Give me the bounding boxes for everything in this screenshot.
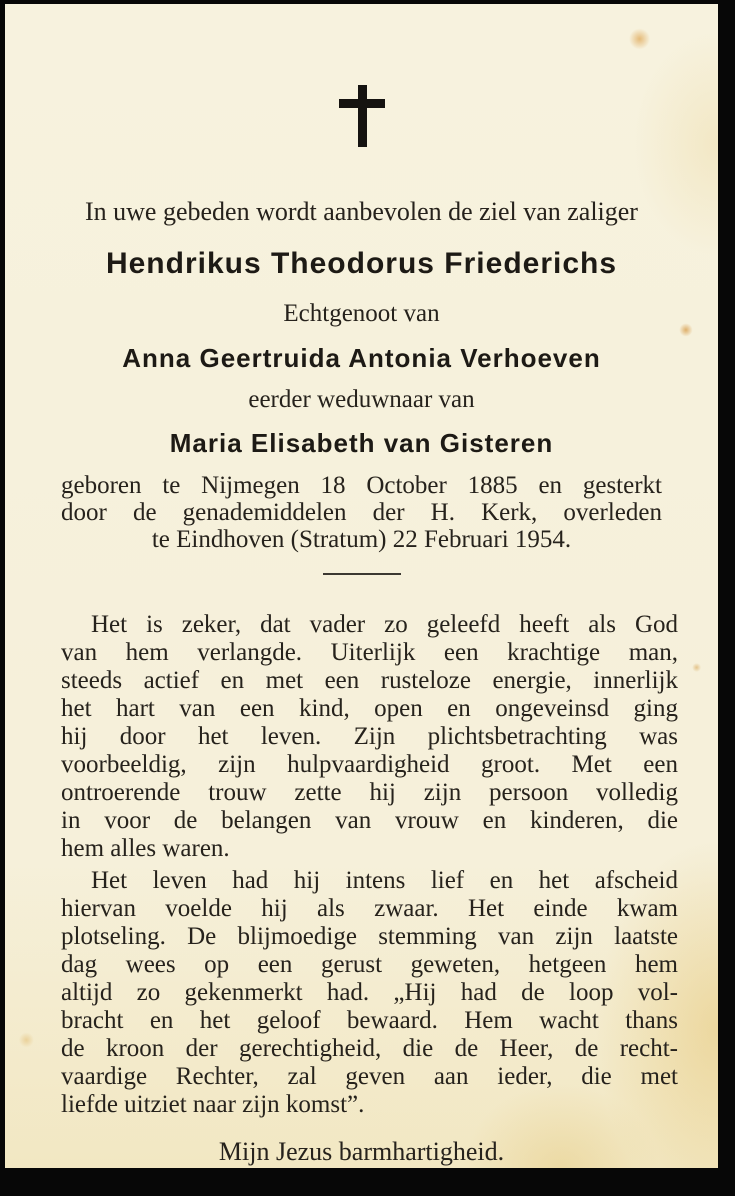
vitals-line: te Eindhoven (Stratum) 22 Februari 1954. (151, 526, 572, 553)
paragraph-line: voorbeeldig, zijn hulpvaardigheid groot. Met een (61, 751, 678, 778)
vitals-line: door de genademiddelen der H. Kerk, overleden (61, 499, 662, 526)
paragraph-line: Het is zeker, dat vader zo geleefd heeft als God (91, 611, 678, 638)
vitals-line: geboren te Nijmegen 18 October 1885 en gesterkt (61, 472, 662, 499)
deceased-name: Hendrikus Theodorus Friederichs (105, 247, 618, 280)
vitals-block (61, 472, 662, 553)
paragraph-line: hij door het leven. Zijn plichtsbetrachting was (61, 723, 678, 750)
cross-horizontal-bar (339, 99, 385, 108)
paragraph-line: hem alles waren. (61, 835, 230, 862)
paragraph-line: steeds actief en met een rusteloze energie, innerlijk (61, 667, 678, 694)
paragraph-line: het hart van een kind, open en ongeveinsd ging (61, 695, 678, 722)
paragraph-line: liefde uitziet naar zijn komst”. (61, 1091, 365, 1118)
paragraph-line: dag wees op een gerust geweten, hetgeen hem (61, 951, 678, 978)
paragraph-line: altijd zo gekenmerkt had. „Hij had de loop vol- (61, 979, 678, 1006)
section-divider (323, 573, 401, 575)
intro-line: In uwe gebeden wordt aanbevolen de ziel van zaliger (85, 197, 638, 226)
first-wife-name: Maria Elisabeth van Gisteren (169, 428, 554, 458)
widower-label: eerder weduwnaar van (248, 386, 475, 413)
paragraph-line: ontroerende trouw zette hij zijn persoon volledig (61, 779, 678, 806)
closing-prayer: Mijn Jezus barmhartigheid. (218, 1137, 505, 1166)
memorial-card (5, 4, 718, 1168)
paragraph-line: hiervan voelde hij als zwaar. Het einde kwam (61, 895, 678, 922)
paragraph-line: bracht en het geloof bewaard. Hem wacht thans (61, 1007, 678, 1034)
paragraph-line: Het leven had hij intens lief en het afscheid (91, 867, 678, 894)
eulogy-paragraph-1 (61, 611, 678, 863)
spouse-name: Anna Geertruida Antonia Verhoeven (122, 343, 601, 373)
paragraph-line: vaardige Rechter, zal geven aan ieder, die met (61, 1063, 678, 1090)
cross-vertical-bar (358, 85, 367, 147)
eulogy-paragraph-2 (61, 867, 678, 1119)
paragraph-line: de kroon der gerechtigheid, die de Heer, de recht- (61, 1035, 678, 1062)
spouse-label: Echtgenoot van (283, 300, 440, 327)
paragraph-line: plotseling. De blijmoedige stemming van zijn laatste (61, 923, 678, 950)
paragraph-line: van hem verlangde. Uiterlijk een krachtige man, (61, 639, 678, 666)
paragraph-line: in voor de belangen van vrouw en kinderen, die (61, 807, 678, 834)
cross-icon (339, 85, 385, 147)
